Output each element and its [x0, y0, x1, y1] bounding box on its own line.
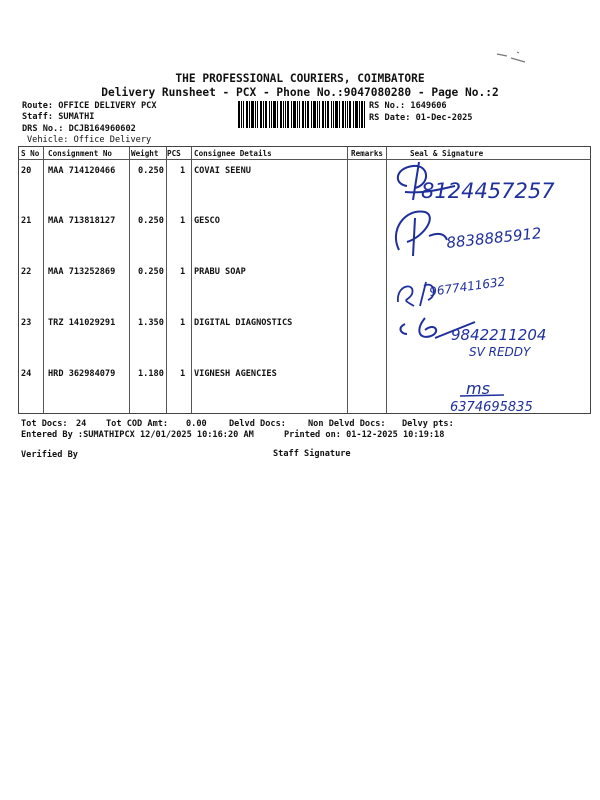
row-pcs: 1	[180, 267, 186, 277]
row-weight: 1.350	[138, 318, 164, 328]
signature-phone-21: 8838885912	[445, 224, 543, 252]
row-sno: 20	[21, 166, 32, 176]
rs-number: RS No.: 1649606	[369, 101, 447, 111]
staff-signature: Staff Signature	[273, 449, 351, 459]
company-title: THE PROFESSIONAL COURIERS, COIMBATORE	[175, 72, 425, 85]
row-consignee: GESCO	[194, 216, 220, 226]
rs-date: RS Date: 01-Dec-2025	[369, 113, 473, 123]
row-consignment: MAA 713818127	[48, 216, 116, 226]
signature-phone-24: 6374695835	[450, 400, 533, 415]
col-pcs: PCS	[167, 149, 181, 158]
row-consignee: DIGITAL DIAGNOSTICS	[194, 318, 293, 328]
staff-label: Staff: SUMATHI	[22, 112, 95, 122]
row-weight: 1.180	[138, 369, 164, 379]
row-consignee: COVAI SEENU	[194, 166, 251, 176]
vehicle-label: Vehicle: Office Delivery	[27, 135, 152, 145]
row-sno: 22	[21, 267, 32, 277]
printed-on: Printed on: 01-12-2025 10:19:18	[284, 430, 445, 440]
col-divider	[347, 147, 348, 413]
signature-name-23: SV REDDY	[469, 345, 531, 359]
col-remarks: Remarks	[351, 149, 384, 158]
non-delvd-docs-label: Non Delvd Docs:	[308, 419, 386, 429]
row-consignee: VIGNESH AGENCIES	[194, 369, 277, 379]
row-consignment: TRZ 141029291	[48, 318, 116, 328]
row-pcs: 1	[180, 318, 186, 328]
signature-row-23	[395, 310, 595, 362]
signature-phone-20: 8124457257	[421, 179, 555, 203]
tot-cod-value: 0.00	[186, 419, 207, 429]
drs-number: DRS No.: DCJB164960602	[22, 124, 136, 134]
row-consignment: MAA 713252869	[48, 267, 116, 277]
row-weight: 0.250	[138, 216, 164, 226]
delvy-pts-label: Delvy pts:	[402, 419, 454, 429]
col-consignment: Consignment No	[48, 149, 113, 158]
row-weight: 0.250	[138, 267, 164, 277]
tot-docs-label: Tot Docs:	[21, 419, 68, 429]
signature-row-22	[390, 266, 590, 316]
signature-phone-23: 9842211204	[451, 326, 547, 344]
scan-specks	[495, 48, 535, 66]
col-consignee: Consignee Details	[194, 149, 272, 158]
row-pcs: 1	[180, 216, 186, 226]
col-seal-signature: Seal & Signature	[410, 149, 484, 158]
col-divider	[129, 147, 130, 413]
tot-docs-value: 24	[76, 419, 87, 429]
entered-by: Entered By :SUMATHIPCX 12/01/2025 10:16:20 AM	[21, 430, 254, 440]
col-divider	[191, 147, 192, 413]
row-weight: 0.250	[138, 166, 164, 176]
drs-barcode	[238, 101, 365, 128]
row-pcs: 1	[180, 369, 186, 379]
row-consignment: HRD 362984079	[48, 369, 116, 379]
row-consignee: PRABU SOAP	[194, 267, 246, 277]
signature-phone-22: 9677411632	[428, 274, 507, 299]
row-sno: 23	[21, 318, 32, 328]
col-divider	[166, 147, 167, 413]
row-pcs: 1	[180, 166, 186, 176]
route-label: Route: OFFICE DELIVERY PCX	[22, 101, 157, 111]
signature-row-20	[385, 158, 585, 206]
col-sno: S No	[21, 149, 40, 158]
verified-by: Verified By	[21, 450, 78, 460]
row-sno: 21	[21, 216, 32, 226]
row-consignment: MAA 714120466	[48, 166, 116, 176]
signature-row-21	[385, 200, 585, 260]
signature-row-24	[420, 374, 580, 414]
delvd-docs-label: Delvd Docs:	[229, 419, 286, 429]
row-sno: 24	[21, 369, 32, 379]
col-weight: Weight	[131, 149, 159, 158]
runsheet-subtitle: Delivery Runsheet - PCX - Phone No.:9047080280 - Page No.:2	[101, 86, 499, 99]
signature-mark-24: ms	[466, 379, 490, 398]
tot-cod-label: Tot COD Amt:	[106, 419, 169, 429]
col-divider	[43, 147, 44, 413]
